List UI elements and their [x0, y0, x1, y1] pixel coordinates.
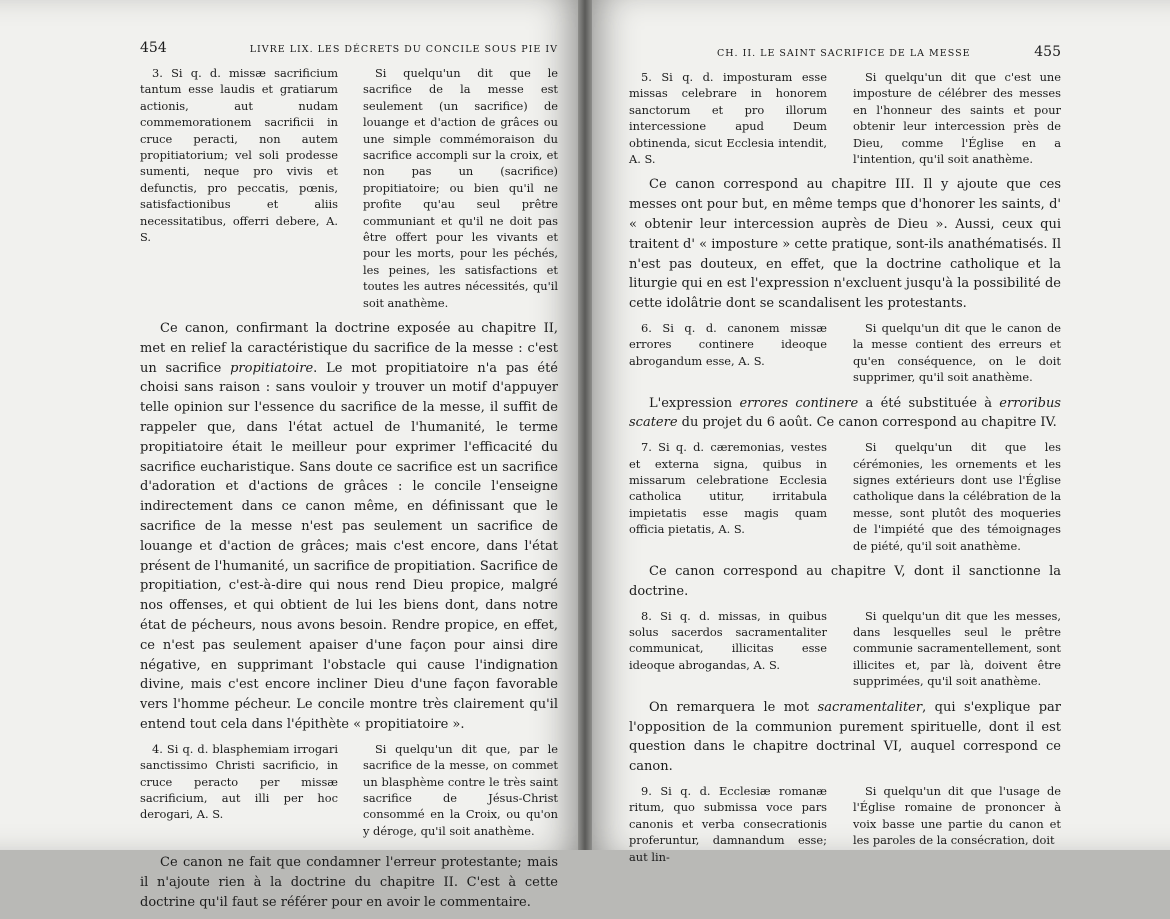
canon-3-latin: 3. Si q. d. missæ sacrificium tantum esse laudis et gratiarum actionis, aut nudam commemorationem sacrificii in cruce peracti, non autem propitiatorium; vel soli prodesse sumenti, neque pro vivis et defunctis, pro peccatis, pœnis, satisfactionibus et aliis necessitatibus, offerri debere, A. S. [140, 66, 338, 245]
canon-9 [629, 783, 1061, 865]
canon-5-latin: 5. Si q. d. imposturam esse missas celebrare in honorem sanctorum et pro illorum intercessione apud Deum obtinenda, sicut Ecclesia intendit, A. S. [629, 70, 827, 167]
canon-7-commentary: Ce canon correspond au chapitre V, dont il sanctionne la doctrine. [629, 564, 1061, 599]
canon-8-french: Si quelqu'un dit que les messes, dans lesquelles seul le prêtre communie sacramentellement, sont illicites et, par là, doivent être supprimées, qu'il soit anathème. [853, 608, 1061, 689]
canon-7 [629, 439, 1061, 554]
canon-8 [629, 608, 1061, 690]
canon-7-latin: 7. Si q. d. cæremonias, vestes et externa signa, quibus in missarum celebratione Ecclesia catholica utitur, irritabula impietatis esse magis quam officia pietatis, A. S. [629, 440, 827, 537]
left-page-content [140, 40, 558, 919]
right-running-title: CH. II. LE SAINT SACRIFICE DE LA MESSE [717, 48, 971, 59]
canon-3 [140, 65, 558, 311]
canon-7-french: Si quelqu'un dit que les cérémonies, les ornements et les signes extérieurs dont use l'Église catholique dans la célébration de la messe, sont plutôt des moqueries de l'impiété que des témoignages de piété, qu'il soit anathème. [853, 440, 1061, 553]
left-page-number: 454 [140, 40, 167, 56]
canon-6-french: Si quelqu'un dit que le canon de la messe contient des erreurs et qu'en conséquence, on le doit supprimer, qu'il soit anathème. [853, 321, 1061, 385]
canon-6-commentary-italic-1: errores continere [739, 395, 859, 411]
canon-4 [140, 741, 558, 839]
right-page [585, 0, 1170, 864]
left-running-title: LIVRE LIX. LES DÉCRETS DU CONCILE SOUS PIE IV [249, 44, 558, 55]
canon-5 [629, 69, 1061, 167]
canon-6-commentary [629, 394, 1061, 434]
canon-5-commentary: Ce canon correspond au chapitre III. Il y ajoute que ces messes ont pour but, en même temps que d'honorer les saints, d' « obtenir leur intercession auprès de Dieu ». Aussi, ceux qui traitent d' « imposture » cette pratique, sont-ils anathématisés. Il n'est pas douteux, en effet, que la doctrine catholique et la liturgie qui en est l'expression n'excluent jusqu'à la possibilité de cette idolâtrie dont se scandalisent les protestants. [629, 177, 1061, 312]
book-gutter [578, 0, 592, 850]
canon-3-commentary [140, 319, 558, 735]
canon-4-french: Si quelqu'un dit que, par le sacrifice de la messe, on commet un blasphème contre le très saint sacrifice de Jésus-Christ consommé en la Croix, ou qu'on y déroge, qu'il soit anathème. [363, 741, 558, 838]
canon-4-latin: 4. Si q. d. blasphemiam irrogari sanctissimo Christi sacrificio, in cruce peracto per missæ sacrificium, aut illi per hoc derogari, A. S. [140, 741, 338, 822]
canon-3-french: Si quelqu'un dit que le sacrifice de la messe est seulement (un sacrifice) de louange et d'action de grâces ou une simple commémoraison du sacrifice accompli sur la croix, et non pas un (sacrifice) propitiatoire; ou bien qu'il ne profite qu'au seul prêtre communiant et qu'il ne doit pas être offert pour les vivants et pour les morts, pour les péchés, les peines, les satisfactions et toutes les autres nécessités, qu'il soit anathème. [363, 66, 558, 310]
canon-8-latin: 8. Si q. d. missas, in quibus solus sacerdos sacramentaliter communicat, illicitas esse ideoque abrogandas, A. S. [629, 608, 827, 672]
right-running-head [629, 44, 1061, 60]
canon-5-french: Si quelqu'un dit que c'est une imposture de célébrer des messes en l'honneur des saints et pour obtenir leur intercession près de Dieu, comme l'Église en a l'intention, qu'il soit anathème. [853, 70, 1061, 167]
canon-3-commentary-text-1: Ce canon, confirmant la doctrine exposée au chapitre II, met en relief la caractéristique du sacrifice de la messe : c'est un sacrifice [140, 321, 558, 376]
canon-8-commentary-text-2: , qui s'explique par l'opposition de la communion purement spirituelle, dont il est question dans le chapitre doctrinal VI, auquel correspond ce canon. [629, 699, 1062, 775]
canon-6 [629, 320, 1061, 386]
left-running-head [140, 40, 558, 56]
canon-6-commentary-text-3: du projet du 6 août. Ce canon correspond au chapitre IV. [677, 415, 1057, 431]
canon-8-commentary [629, 698, 1061, 777]
left-page [0, 0, 585, 910]
canon-6-commentary-text-2: a été substituée à [858, 395, 1000, 411]
canon-8-commentary-italic: sacramentaliter [817, 699, 923, 715]
canon-6-commentary-italic-2: erroribus scatere [629, 395, 1061, 431]
canon-3-commentary-text-2: . Le mot propitiatoire n'a pas été choisi sans raison : sans vouloir y trouver un motif d'appuyer telle opinion sur l'essence du sacrifice de la messe, il suffit de rappeler que, dans l'état actuel de l'humanité, le terme propitiatoire était le meilleur pour exprimer l'efficacité du sacrifice eucharistique. Sans doute ce sacrifice est un sacrifice d'adoration et d'actions de grâces : le concile l'enseigne indirectement dans ce canon même, en définissant que le sacrifice de la messe n'est pas seulement un sacrifice de louange et d'action de grâces; mais c'est encore, dans l'état présent de l'humanité, un sacrifice de propitiation. Sacrifice de propitiation, c'est-à-dire qui nous rend Dieu propice, malgré nos offenses, et qui obtient de lui les biens dont, dans notre état de pécheurs, nous avons besoin. Rendre propice, en effet, ce n'est pas seulement apaiser d'une façon pour ainsi dire négative, en supprimant l'obstacle qui cause l'indignation divine, mais c'est encore incliner Dieu d'une façon favorable vers l'homme pécheur. Le concile montre très clairement qu'il entend tout cela dans l'épithète « propitiatoire ». [140, 360, 558, 733]
canon-3-commentary-italic: propitiatoire [230, 360, 314, 376]
canon-8-commentary-text-1: On remarquera le mot [649, 699, 818, 715]
canon-6-latin: 6. Si q. d. canonem missæ errores continere ideoque abrogandum esse, A. S. [629, 321, 827, 368]
canon-6-commentary-text-1: L'expression [649, 395, 740, 411]
right-page-content [629, 44, 1061, 871]
right-page-number: 455 [1034, 44, 1061, 60]
canon-4-commentary: Ce canon ne fait que condamner l'erreur protestante; mais il n'ajoute rien à la doctrine du chapitre II. C'est à cette doctrine qu'il faut se référer pour en avoir le commentaire. [140, 855, 558, 910]
canon-9-french: Si quelqu'un dit que l'usage de l'Église romaine de prononcer à voix basse une partie du canon et les paroles de la consécration, doit [853, 783, 1061, 848]
canon-9-latin: 9. Si q. d. Ecclesiæ romanæ ritum, quo submissa voce pars canonis et verba consecrationis proferuntur, damnandum esse; aut lin- [629, 783, 827, 864]
